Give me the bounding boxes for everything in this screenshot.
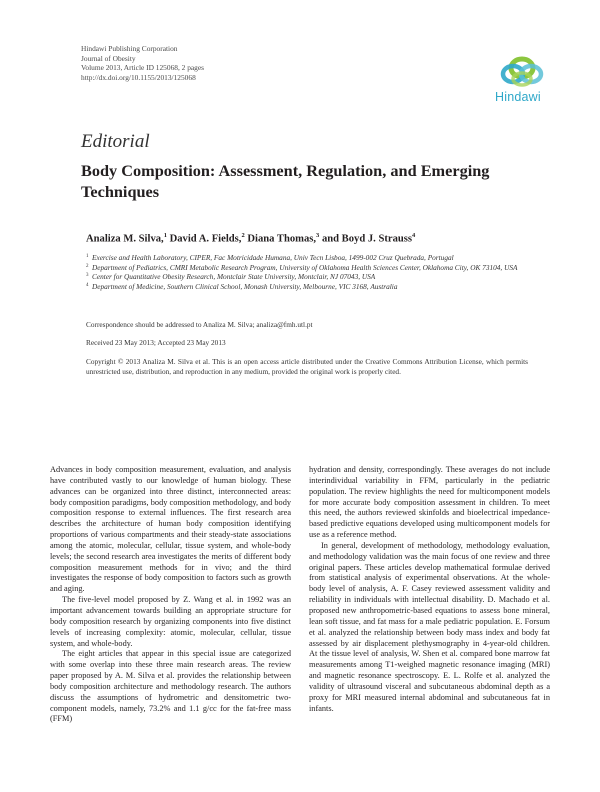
article-type: Editorial: [81, 131, 150, 152]
body-column-right: [309, 465, 550, 714]
journal-name: Journal of Obesity: [81, 53, 136, 63]
body-column-left: [50, 465, 291, 725]
article-title: Body Composition: Assessment, Regulation, and Emerging Techniques: [81, 161, 490, 201]
volume-info: Volume 2013, Article ID 125068, 2 pages: [81, 63, 205, 73]
paragraph-text: hydration and density, correspondingly. These averages do not include interindividual variability in FFM, particularly in the pediatric population. The review highlights the need for multicomponent models for more accurate body composition assessment in children. To meet this need, the authors reviewed skinfolds and bioelectrical impedance-based predictive equations developed using multicomponent models for use as a reference method.: [309, 465, 550, 540]
author-list: [86, 232, 415, 245]
author-affiliation-mark: 3: [316, 232, 320, 239]
author-name: Analiza M. Silva,: [86, 233, 164, 245]
body-paragraph: [309, 465, 550, 541]
affiliation-number: 1: [86, 254, 89, 259]
affiliation-item: [86, 272, 526, 282]
affiliation-number: 4: [86, 283, 89, 289]
author-name: and Boyd J. Strauss: [321, 233, 413, 245]
affiliation-text: Department of Pediatrics, CMRI Metabolic Research Program, University of Oklahoma Health Sciences Center, Oklahoma City, OK 73104, USA: [92, 262, 518, 272]
copyright-notice: Copyright © 2013 Analiza M. Silva et al. This is an open access article distributed under the Creative Commons Attribution License, which permits unrestricted use, distribution, and reproduction in any medium, provided the original work is properly cited.: [86, 357, 528, 376]
paragraph-text: Advances in body composition measurement, evaluation, and analysis have contributed vastly to our knowledge of human biology. These advances can be organized into three distinct, interconnected areas: body composition paradigms, body composition methodology, and body composition response to external influences. The first research area describes the architecture of human body composition identifying proportions of various compartments and their steady-state associations among the atomic, molecular, cellular, tissue system, and whole-body levels; the second research area investigates the merits of different body composition measurement methods for in vivo; and the third investigates the response of body composition to factors such as growth and aging.: [50, 465, 291, 594]
affiliation-item: [86, 253, 526, 263]
affiliation-item: [86, 263, 526, 273]
publisher-name: Hindawi Publishing Corporation: [81, 44, 178, 53]
doi-link[interactable]: http://dx.doi.org/10.1155/2013/125068: [81, 72, 196, 82]
body-paragraph: [309, 541, 550, 715]
journal-header: [81, 44, 204, 82]
affiliation-item: [86, 282, 526, 292]
received-accepted-dates: Received 23 May 2013; Accepted 23 May 2013: [86, 338, 226, 347]
author-affiliation-mark: 1: [163, 232, 167, 239]
body-paragraph: [50, 595, 291, 649]
author-name: David A. Fields,: [169, 233, 242, 245]
paragraph-text: The eight articles that appear in this special issue are categorized with some overlap into these three main research areas. The review paper proposed by A. M. Silva et al. provides the relationship between body composition architecture and methodology research. The authors discuss the assumptions of hydrometric and densitometric two-component models, namely, 73.2% and 1.1 g/cc for the fat-free mass (FFM): [50, 649, 291, 724]
paragraph-text: In general, development of methodology, methodology evaluation, and methodology validation was the main focus of one review and three original papers. These articles develop mathematical formulae derived from statistical analysis of experimental observations. At the whole-body level of analysis, A. F. Casey reviewed assessment validity and reliability in individuals with intellectual disability. D. Machado et al. proposed new anthropometric-based equations to assess bone mineral, lean soft tissue, and fat mass for a male pediatric population. E. Forsum et al. analyzed the relationship between body mass index and body fat assessed by air displacement plethysmography in 4-year-old children. At the tissue level of analysis, W. Shen et al. compared bone marrow fat measurements among T1-weighed magnetic resonance imaging (MRI) and magnetic resonance spectroscopy. E. L. Rolfe et al. analyzed the validity of ultrasound visceral and subcutaneous abdominal depth as a proxy for MRI measured internal abdominal and subcutaneous fat in infants.: [309, 540, 550, 713]
affiliation-text: Center for Quantitative Obesity Research, Montclair State University, Montclair, NJ 07043, USA: [92, 272, 376, 282]
correspondence-line: Correspondence should be addressed to Analiza M. Silva; analiza@fmh.utl.pt: [86, 320, 313, 329]
body-paragraph: [50, 465, 291, 595]
affiliation-text: Exercise and Health Laboratory, CIPER, Fac Motricidade Humana, Univ Tecn Lisboa, 1499-002 Cruz Quebrada, Portugal: [92, 253, 454, 262]
body-paragraph: [50, 649, 291, 725]
author-affiliation-mark: 4: [412, 232, 416, 239]
author-affiliation-mark: 2: [241, 232, 245, 239]
paragraph-text: The five-level model proposed by Z. Wang et al. in 1992 was an important advancement towards building an appropriate structure for body composition research by organizing components into five distinct levels of increasing complexity: atomic, molecular, cellular, tissue system, and whole-body.: [50, 595, 291, 648]
affiliation-text: Department of Medicine, Southern Clinical School, Monash University, Melbourne, VIC 3168, Australia: [92, 282, 398, 292]
affiliation-number: 3: [86, 273, 89, 279]
affiliation-number: 2: [86, 263, 89, 269]
author-name: Diana Thomas,: [247, 233, 317, 245]
affiliation-list: [86, 253, 526, 292]
hindawi-logo-text: Hindawi: [495, 90, 541, 104]
